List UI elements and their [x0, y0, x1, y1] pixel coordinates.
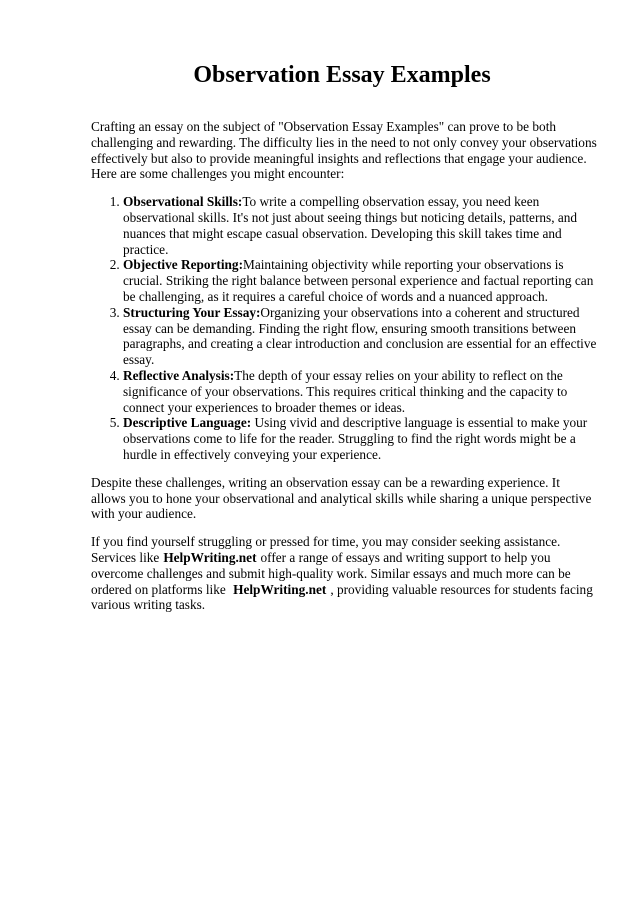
challenge-text: Organizing your observations into a coherent and structured essay can be demanding. Finding the right flow, ensuring smooth transitions between paragraphs, and creating a clear introduction and conclusion are essential for an effective essay. — [123, 304, 597, 368]
challenge-title: Descriptive Language: — [123, 415, 252, 431]
helpwriting-link[interactable]: HelpWriting.net — [233, 581, 327, 597]
challenge-item-structuring-essay — [123, 305, 597, 368]
challenge-item-reflective-analysis — [123, 368, 597, 415]
closing-text-part1: If you find yourself struggling or pressed for time, you may consider seeking assistance. Services like — [91, 534, 561, 565]
closing-text-part3: , providing valuable resources for students facing various writing tasks. — [91, 581, 593, 613]
challenge-item-objective-reporting — [123, 257, 597, 304]
closing-text-part2: offer a range of essays and writing support to help you overcome challenges and submit high-quality work. Similar essays and much more can be ordered on platforms like — [91, 549, 571, 597]
document-title: Observation Essay Examples — [193, 62, 491, 88]
helpwriting-link[interactable]: HelpWriting.net — [163, 549, 257, 565]
challenge-text: To write a compelling observation essay, you need keen observational skills. It's not just about seeing things but noticing details, patterns, and nuances that might escape casual observation. Developing this skill takes time and practice. — [123, 194, 578, 257]
closing-paragraph — [91, 534, 597, 613]
document-body — [91, 119, 597, 625]
challenge-item-observational-skills — [123, 194, 597, 257]
challenge-title: Objective Reporting: — [123, 257, 244, 273]
conclusion-paragraph: Despite these challenges, writing an observation essay can be a rewarding experience. It allows you to hone your observational and analytical skills while sharing a unique perspective with your audience. — [91, 474, 592, 522]
challenge-item-descriptive-language — [123, 415, 597, 462]
challenge-text: The depth of your essay relies on your ability to reflect on the significance of your observations. This requires critical thinking and the capacity to connect your experiences to broader themes or ideas. — [123, 367, 568, 415]
challenge-title: Structuring Your Essay: — [123, 304, 261, 320]
challenge-text: Maintaining objectivity while reporting your observations is crucial. Striking the right balance between personal experience and factual reporting can be challenging, as it requires a careful choice of words and a nuanced approach. — [123, 257, 594, 304]
intro-paragraph: Crafting an essay on the subject of "Observation Essay Examples" can prove to be both challenging and rewarding. The difficulty lies in the need to not only convey your observations effectively but also to provide meaningful insights and reflections that engage your audience. Here are some challenges you might encounter: — [91, 119, 597, 182]
challenge-title: Reflective Analysis: — [123, 367, 235, 383]
challenge-title: Observational Skills: — [123, 194, 243, 210]
challenges-list — [91, 194, 597, 463]
challenge-text: Using vivid and descriptive language is essential to make your observations come to life for the reader. Struggling to find the right words might be a hurdle in effectively conveying your experience. — [123, 415, 588, 462]
